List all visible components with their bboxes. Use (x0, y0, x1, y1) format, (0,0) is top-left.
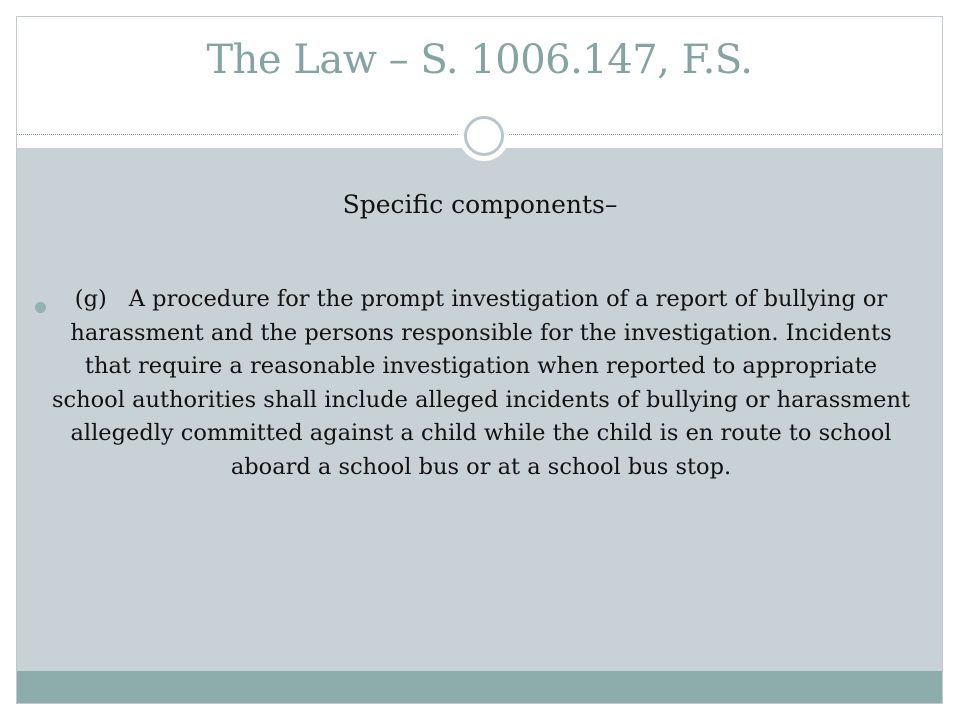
bullet-dot-icon (35, 302, 46, 313)
item-body: A procedure for the prompt investigation of a report of bullying or harassment and the persons responsible for the investigation. Incidents that require a reasonable investigation when reported to appropriate school authorities shall include alleged incidents of bullying or harassment allegedly committed against a child while the child is en route to school aboard a school bus or at a school bus stop. (52, 286, 911, 480)
bullet-text (52, 283, 910, 484)
subheading: Specific components– (342, 190, 618, 219)
ring-inner (464, 116, 504, 156)
slide-title: The Law – S. 1006.147, F.S. (206, 37, 753, 83)
ring-ornament-icon (459, 111, 509, 161)
item-label: (g) (74, 286, 107, 312)
footer-band (17, 671, 942, 704)
bullet-item (30, 283, 910, 484)
